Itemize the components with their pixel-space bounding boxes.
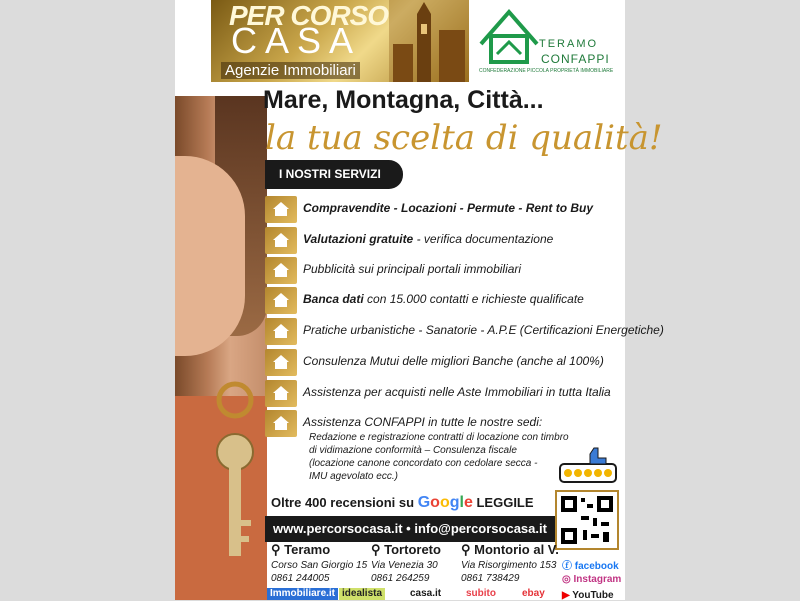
logo-line2: CASA [231,20,362,61]
house-icon [265,410,297,437]
confappi-teramo: TERAMO [539,38,599,50]
office-address: Via Venezia 30 [371,560,438,571]
facebook-link[interactable]: ⓕ facebook [562,561,619,572]
bell-tower-icon [389,0,469,82]
instagram-icon: ◎ [562,574,574,585]
five-star-rating-icon [560,448,616,484]
office-city: ⚲ Tortoreto [371,542,441,557]
confappi-detail-line: di vidimazione conformità – Consulenza fiscale [309,445,517,456]
service-text: Assistenza per acquisti nelle Aste Immobiliari in tutta Italia [303,385,611,399]
service-text: Valutazioni gratuite - verifica documentazione [303,232,554,246]
service-item [265,257,610,284]
confappi-detail-line: IMU agevolato ecc.) [309,471,398,482]
service-item [265,227,610,254]
advertisement-poster [175,0,664,601]
reviews-line[interactable] [271,494,534,512]
service-item [265,349,610,376]
youtube-icon: ▶ [562,590,573,601]
office-phone[interactable]: 0861 244005 [271,573,330,584]
qr-code[interactable] [555,490,619,550]
location-pin-icon: ⚲ [461,542,475,557]
headline: Mare, Montagna, Città... [263,86,544,114]
office-city: ⚲ Montorio al V. [461,542,559,557]
facebook-icon: ⓕ [562,561,575,572]
service-text: Pratiche urbanistiche - Sanatorie - A.P.E (Certificazioni Energetiche) [303,323,664,337]
service-text: Compravendite - Locazioni - Permute - Rent to Buy [303,201,594,215]
house-icon [265,196,297,223]
service-text: Consulenza Mutui delle migliori Banche (anche al 100%) [303,354,604,368]
house-icon [265,287,297,314]
service-text: Banca dati con 15.000 contatti e richieste qualificate [303,292,584,306]
service-text: Assistenza CONFAPPI in tutte le nostre sedi: [303,415,543,429]
percorsocasa-logo [211,0,469,82]
service-item [265,287,610,314]
office-block [271,542,367,584]
youtube-link[interactable]: ▶ YouTube [562,590,614,601]
reviews-suffix: LEGGILE [476,495,534,510]
office-phone[interactable]: 0861 264259 [371,573,430,584]
house-icon [265,380,297,407]
confappi-name: CONFAPPI [541,52,610,66]
house-icon [265,257,297,284]
google-logo: Google [417,494,473,511]
office-phone[interactable]: 0861 738429 [461,573,520,584]
service-item [265,380,610,407]
house-icon [265,349,297,376]
services-header: I NOSTRI SERVIZI [265,160,403,189]
location-pin-icon: ⚲ [271,542,285,557]
house-icon [265,318,297,345]
office-city: ⚲ Teramo [271,542,331,557]
office-address: Corso San Giorgio 15 [271,560,368,571]
portal-ebay[interactable]: ebay [522,588,545,599]
contact-bar[interactable]: www.percorsocasa.it • info@percorsocasa.it [265,516,555,542]
portals-bar [267,586,617,600]
keys-icon [205,380,265,580]
confappi-sub: CONFEDERAZIONE PICCOLA PROPRIETÀ IMMOBILIARE [479,68,614,74]
reviews-prefix: Oltre 400 recensioni su [271,495,415,510]
instagram-link[interactable]: ◎ Instagram [562,574,622,585]
portal-immobiliare[interactable]: Immobiliare.it [267,588,338,600]
portal-casa[interactable]: casa.it [410,588,442,599]
office-block [371,542,441,584]
house-outline-icon [479,6,549,66]
house-icon [265,227,297,254]
portal-subito[interactable]: subito [466,588,496,599]
confappi-detail-line: (locazione canone concordato con cedolare secca - [309,458,538,469]
service-text: Pubblicità sui principali portali immobiliari [303,262,522,276]
logo-line3: Agenzie Immobiliari [221,62,360,79]
tagline: la tua scelta di qualità! [265,118,663,158]
office-block [461,542,559,584]
confappi-logo [479,6,614,80]
location-pin-icon: ⚲ [371,542,385,557]
logo-line1: PER CORSO [229,0,389,31]
office-address: Via Risorgimento 153 [461,560,557,571]
service-item [265,318,664,345]
service-item [265,196,610,223]
confappi-detail-line: Redazione e registrazione contratti di locazione con timbro [309,432,569,443]
portal-idealista[interactable]: idealista [339,588,385,600]
